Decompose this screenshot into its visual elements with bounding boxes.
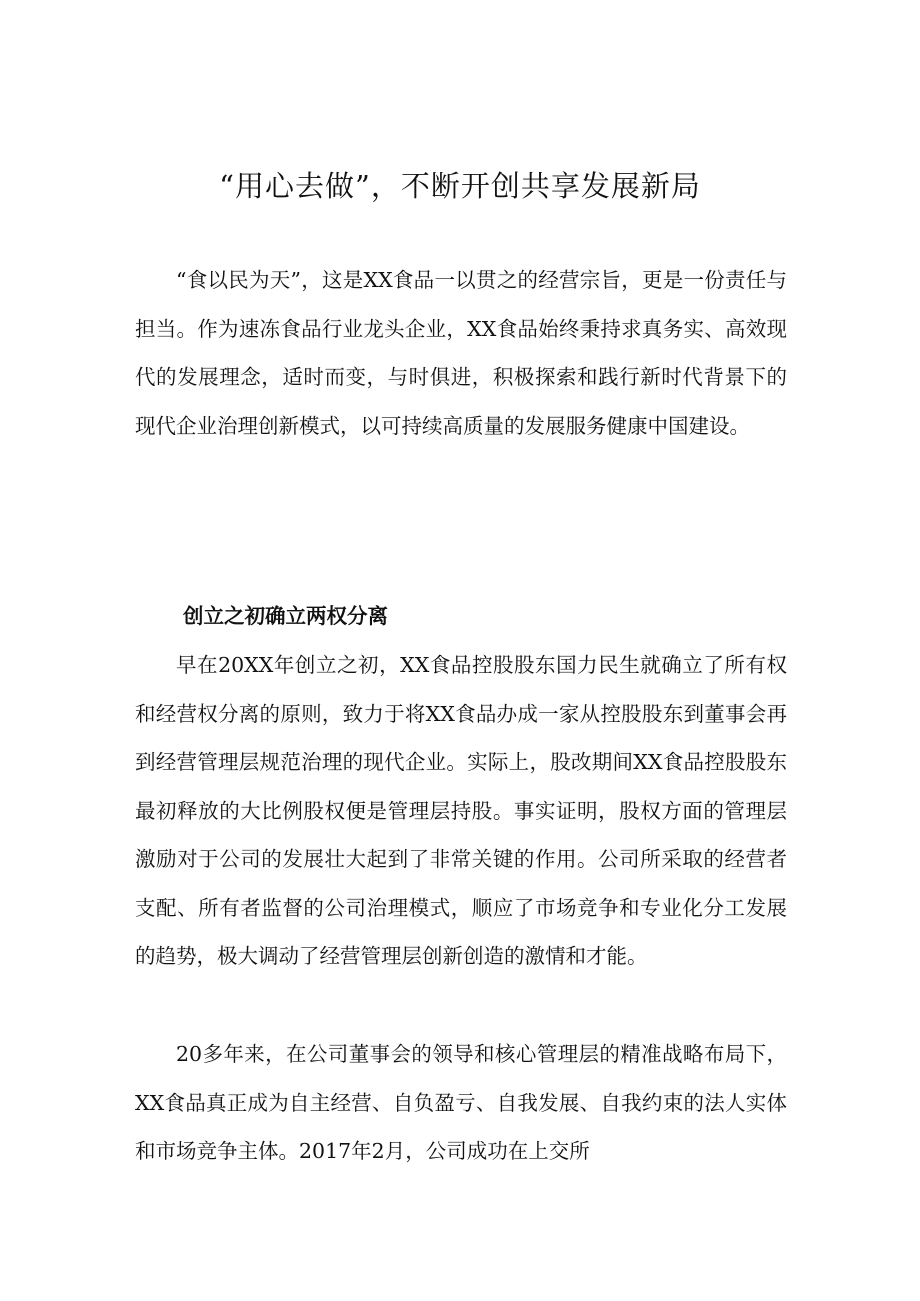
intro-paragraph: “食以民为天”，这是XX食品一以贯之的经营宗旨，更是一份责任与担当。作为速冻食品行业龙头企业，XX食品始终秉持求真务实、高效现代的发展理念，适时而变，与时俱进，积极探索和践行新时代背景下的现代企业治理创新模式，以可持续高质量的发展服务健康中国建设。 [135, 268, 787, 438]
document-title: “用心去做”，不断开创共享发展新局 [219, 169, 701, 203]
section-paragraph-1: 早在20XX年创立之初，XX食品控股股东国力民生就确立了所有权和经营权分离的原则，致力于将XX食品办成一家从控股股东到董事会再到经营管理层规范治理的现代企业。实际上，股改期间XX食品控股股东最初释放的大比例股权便是管理层持股。事实证明，股权方面的管理层激励对于公司的发展壮大起到了非常关键的作用。公司所采取的经营者支配、所有者监督的公司治理模式，顺应了市场竞争和专业化分工发展的趋势，极大调动了经营管理层创新创造的激情和才能。 [135, 653, 787, 968]
section-heading: 创立之初确立两权分离 [183, 604, 388, 628]
section-paragraph-2: 20多年来，在公司董事会的领导和核心管理层的精准战略布局下，XX食品真正成为自主经营、自负盈亏、自我发展、自我约束的法人实体和市场竞争主体。2017年2月，公司成功在上交所 [135, 1042, 787, 1163]
